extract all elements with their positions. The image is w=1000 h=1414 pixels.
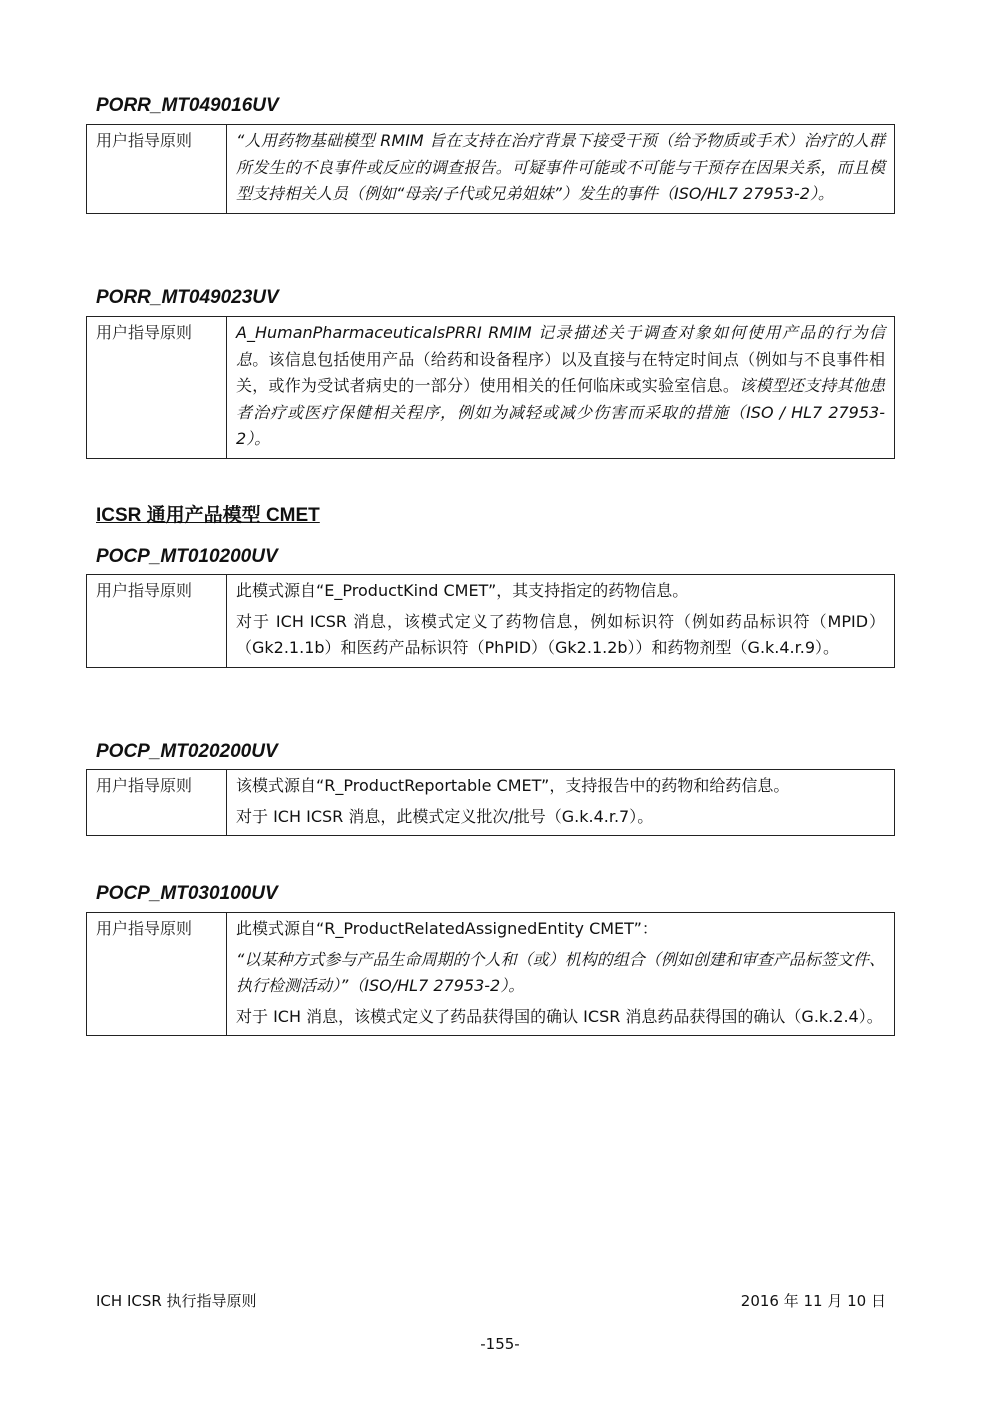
- guidance-text: [227, 125, 895, 214]
- section-heading: ICSR 通用产品模型 CMET: [96, 505, 320, 526]
- guidance-paragraph: 对于 ICH ICSR 消息，该模式定义了药物信息，例如标识符（例如药品标识符（MPID）（Gk2.1.1b）和医药产品标识符（PhPID）（Gk2.1.2b））和药物剂型（G.k.4.r.9）。: [236, 611, 885, 657]
- guidance-text: [227, 913, 895, 1036]
- row-label: 用户指导原则: [87, 770, 227, 836]
- italic-text: 该模型还支持其他患者治疗或医疗保健相关程序，例如为减轻或减少伤害而采取的措施（ISO / HL7 27953-2）。: [236, 376, 885, 448]
- footer-document-title: ICH ICSR 执行指导原则: [96, 1292, 257, 1310]
- row-label: 用户指导原则: [87, 125, 227, 214]
- section-code-heading: PORR_MT049023UV: [96, 287, 279, 308]
- section-code-heading: POCP_MT020200UV: [96, 741, 278, 762]
- italic-text: A_HumanPharmaceuticalsPRRI RMIM 记录描述关于调查对象如何使用产品的行为信息: [236, 323, 885, 369]
- guidance-paragraph: “人用药物基础模型 RMIM 旨在支持在治疗背景下接受干预（给予物质或手术）治疗的人群所发生的不良事件或反应的调查报告。可疑事件可能或不可能与干预存在因果关系，而且模型支持相关人员（例如“母亲/子代或兄弟姐妹”）发生的事件（ISO/HL7 27953-2）。: [236, 131, 885, 203]
- guidance-paragraph: 此模式源自“E_ProductKind CMET”，其支持指定的药物信息。: [236, 581, 689, 600]
- guidance-text: [227, 575, 895, 668]
- guidance-paragraph: 对于 ICH 消息，该模式定义了药品获得国的确认 ICSR 消息药品获得国的确认（G.k.2.4）。: [236, 1006, 883, 1026]
- row-label: 用户指导原则: [87, 575, 227, 668]
- guidance-text: [227, 770, 895, 836]
- guidance-table: [86, 124, 895, 214]
- section-code-heading: POCP_MT010200UV: [96, 546, 278, 567]
- guidance-text: [227, 317, 895, 459]
- page-number: -155-: [480, 1335, 520, 1353]
- row-label: 用户指导原则: [87, 317, 227, 459]
- footer-date: 2016 年 11 月 10 日: [740, 1292, 886, 1310]
- row-label: 用户指导原则: [87, 913, 227, 1036]
- guidance-table: [86, 574, 895, 668]
- section-code-heading: PORR_MT049016UV: [96, 95, 279, 116]
- guidance-paragraph: 对于 ICH ICSR 消息，此模式定义批次/批号（G.k.4.r.7）。: [236, 806, 654, 826]
- section-code-heading: POCP_MT030100UV: [96, 883, 278, 904]
- guidance-paragraph: 该模式源自“R_ProductReportable CMET”，支持报告中的药物和给药信息。: [236, 776, 790, 795]
- guidance-table: [86, 912, 895, 1036]
- guidance-table: [86, 316, 895, 459]
- guidance-paragraph: [236, 320, 885, 453]
- guidance-paragraph: “以某种方式参与产品生命周期的个人和（或）机构的组合（例如创建和审查产品标签文件、执行检测活动）”（ISO/HL7 27953-2）。: [236, 949, 885, 995]
- guidance-paragraph: 此模式源自“R_ProductRelatedAssignedEntity CMET”：: [236, 919, 658, 938]
- plain-text: 。该信息包括使用产品（给药和设备程序）以及直接与在特定时间点（例如与不良事件相关，或作为受试者病史的一部分）使用相关的任何临床或实验室信息。: [236, 349, 885, 395]
- guidance-table: [86, 769, 895, 836]
